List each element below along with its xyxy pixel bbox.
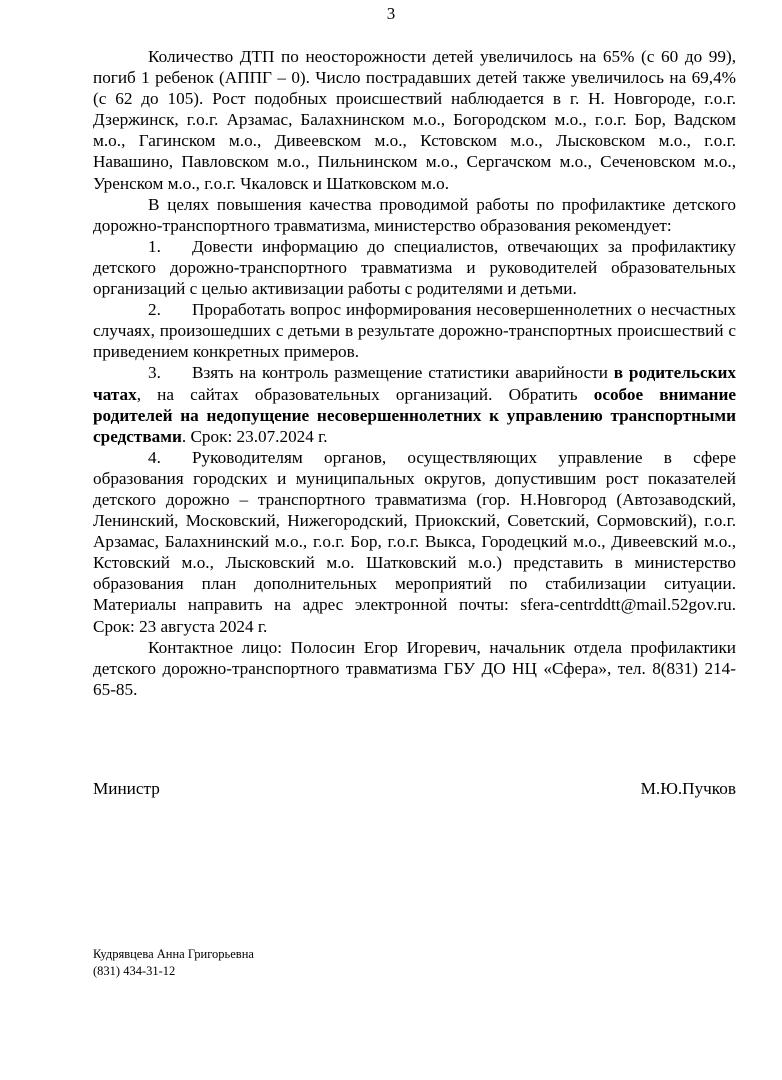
list-item-number: 1.	[148, 236, 161, 256]
list-item-number: 4.	[148, 447, 161, 467]
list-item	[93, 299, 736, 362]
list-item-text: Проработать вопрос информирования несовершеннолетних о несчастных случаях, произошедших с детьми в результате дорожно-транспортных происшествий с приведением конкретных примеров.	[93, 300, 736, 362]
list-item-deadline: . Срок: 23.07.2024 г.	[181, 426, 328, 446]
contact-person: Контактное лицо: Полосин Егор Игоревич, начальник отдела профилактики детского дорожно-транспортного травматизма ГБУ ДО НЦ «Сфера», тел. 8(831) 214-65-85.	[93, 637, 736, 699]
list-item-text: Руководителям органов, осуществляющих управление в сфере образования городских и муниципальных округов, допустившим рост показателей детского дорожно – транспортного травматизма (гор. Н.Новгород (Автозаводский, Ленинский, Московский, Нижегородский, Приокский, Советский, Сормовский), г.о.г. Арзамас, Балахнинский м.о., г.о.г. Бор, г.о.г. Выкса, Городецкий м.о., Дивеевский м.о., Кстовский м.о., Лысковский м.о. Шатковский м.о.) представить в министерство образования план дополнительных мероприятий по стабилизации ситуации. Материалы направить на адрес электронной почты: sfera-centrddtt@mail.52gov.ru. Срок: 23 августа 2024 г.	[93, 447, 736, 636]
list-item-text: , на сайтах образовательных организаций. Обратить	[136, 384, 594, 404]
letter-body	[93, 46, 736, 700]
list-item-text: Довести информацию до специалистов, отвечающих за профилактику детского дорожно-транспортного травматизма и руководителей образовательных организаций с целью активизации работы с родителями и детьми.	[93, 236, 736, 299]
emphasis-parent-chats: в родительских чатах	[93, 363, 736, 404]
paragraph-statistics: Количество ДТП по неосторожности детей увеличилось на 65% (с 60 до 99), погиб 1 ребенок (АППГ – 0). Число пострадавших детей также увеличилось на 69,4% (с 62 до 105). Рост подобных происшествий наблюдается в г. Н. Новгороде, г.о.г. Дзержинск, г.о.г. Арзамас, Балахнинском м.о., Богородском м.о., г.о.г. Бор, Вадском м.о., Гагинском м.о., Дивеевском м.о., Кстовском м.о., Лысковском м.о., г.о.г. Навашино, Павловском м.о., Пильнинском м.о., Сергачском м.о., Сеченовском м.о., Уренском м.о., г.о.г. Чкаловск и Шатковском м.о.	[93, 47, 736, 193]
page-number: 3	[386, 4, 396, 23]
paragraph-recommendations-intro: В целях повышения качества проводимой работы по профилактике детского дорожно-транспортного травматизма, министерство образования рекомендует:	[93, 194, 736, 235]
executor-name: Кудрявцева Анна Григорьевна	[93, 947, 254, 961]
signatory-role: Министр	[93, 779, 160, 798]
signatory-name: М.Ю.Пучков	[640, 779, 736, 798]
list-item	[93, 362, 736, 446]
list-item	[93, 236, 736, 299]
list-item-number: 3.	[148, 363, 161, 383]
executor-info	[93, 946, 254, 980]
list-item-number: 2.	[148, 300, 161, 320]
list-item	[93, 447, 736, 637]
emphasis-parents-attention: особое внимание родителей на недопущение несовершеннолетних к управлению транспортными средствами	[93, 384, 736, 446]
executor-phone: (831) 434-31-12	[93, 964, 176, 978]
list-item-text: Взять на контроль размещение статистики аварийности	[192, 363, 614, 383]
